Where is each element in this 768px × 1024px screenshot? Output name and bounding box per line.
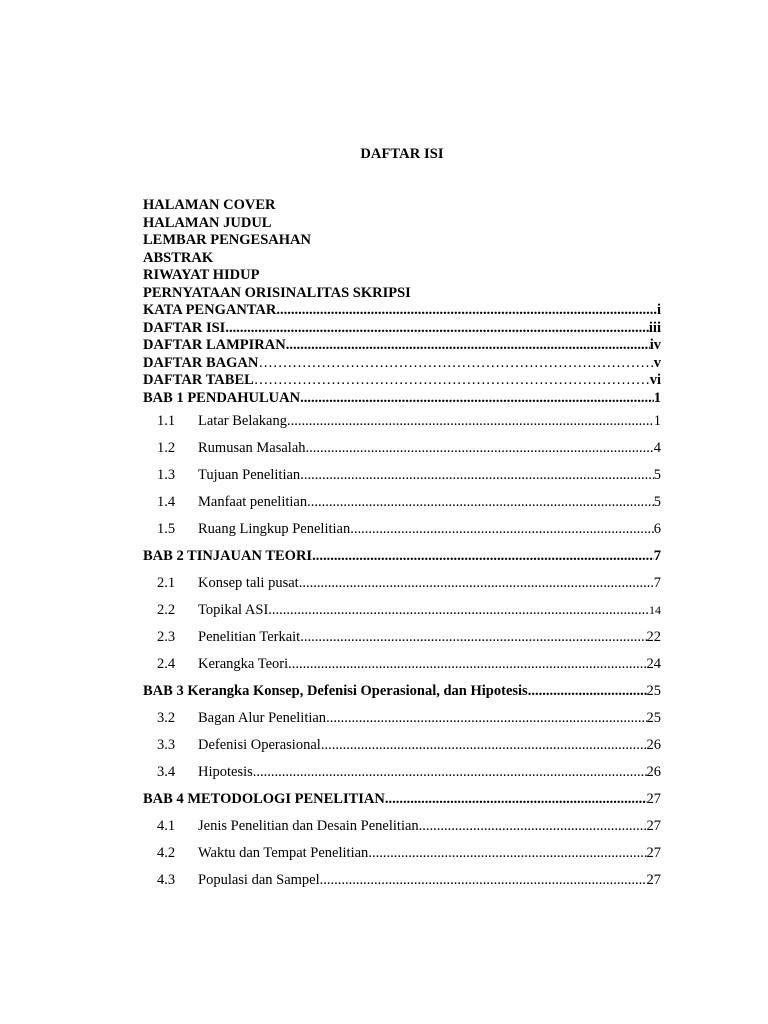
toc-section-page: 4 [653, 439, 661, 456]
toc-chapter-page: 1 [653, 389, 661, 406]
toc-section-number: 1.4 [157, 493, 176, 510]
toc-chapter-page: 7 [653, 547, 661, 564]
toc-entry-cover: HALAMAN COVER [143, 197, 276, 213]
toc-section [143, 732, 661, 759]
toc-section-page: 5 [653, 466, 661, 483]
toc-section-number: 3.2 [157, 709, 176, 726]
dot-leader [350, 516, 654, 543]
toc-section [143, 705, 661, 732]
toc-section [143, 408, 661, 435]
toc-chapter-page: 27 [646, 790, 661, 807]
dot-leader [307, 489, 654, 516]
toc-section-page: 27 [646, 871, 661, 888]
toc-entry-contents [143, 320, 661, 338]
toc-entry-page: vi [649, 372, 661, 389]
dot-leader [300, 390, 654, 408]
toc-section-title: Tujuan Penelitian [198, 466, 301, 483]
toc-section-page: 26 [646, 763, 661, 780]
toc-section [143, 759, 661, 786]
toc-section-page: 26 [646, 736, 661, 753]
toc-chapter-4 [143, 786, 661, 813]
toc-chapter-page: 25 [646, 682, 661, 699]
toc-section-title: Bagan Alur Penelitian [198, 709, 327, 726]
toc-section-title: Hipotesis [198, 763, 253, 780]
toc-section [143, 570, 661, 597]
toc-section-title: Konsep tali pusat [198, 574, 299, 591]
toc-entry-charts [143, 355, 661, 373]
toc-section-number: 4.3 [157, 871, 176, 888]
dot-leader [299, 570, 654, 597]
toc-entry-title: DAFTAR LAMPIRAN [143, 337, 286, 354]
toc-section-page: 5 [653, 493, 661, 510]
toc-section [143, 624, 661, 651]
dot-leader [268, 597, 649, 624]
dot-leader [300, 624, 646, 651]
toc-entry-title: DAFTAR TABEL [143, 372, 254, 389]
toc-section-page: 27 [646, 844, 661, 861]
toc-section-number: 1.2 [157, 439, 176, 456]
toc-section [143, 462, 661, 489]
toc-section-page: 24 [646, 655, 661, 672]
toc-chapter-title: BAB 4 METODOLOGI PENELITIAN [143, 790, 385, 807]
dot-leader [385, 786, 647, 813]
toc-entry-title: KATA PENGANTAR [143, 302, 277, 318]
toc-section-title: Penelitian Terkait [198, 628, 301, 645]
toc-section-title: Latar Belakang [198, 412, 287, 429]
toc-section-title: Rumusan Masalah [198, 439, 306, 456]
toc-section-number: 1.3 [157, 466, 176, 483]
toc-entry-page: iv [649, 337, 661, 354]
dot-leader [306, 435, 654, 462]
dot-leader [326, 705, 646, 732]
toc-entry-abstract: ABSTRAK [143, 249, 214, 266]
toc-section-page: 14 [649, 602, 661, 617]
toc-section-title: Defenisi Operasional [198, 736, 321, 753]
dot-leader [288, 651, 646, 678]
dot-leader [253, 759, 647, 786]
toc-section-title: Topikal ASI [198, 601, 269, 618]
toc-entry-page: i [656, 302, 661, 318]
toc-section-page: 25 [646, 709, 661, 726]
toc-section-page: 27 [646, 817, 661, 834]
toc-section-title: Waktu dan Tempat Penelitian [198, 844, 369, 861]
toc-entry-biography: RIWAYAT HIDUP [143, 267, 260, 283]
toc-section-page: 6 [653, 520, 661, 537]
toc-section-page: 7 [653, 574, 661, 591]
toc-section-number: 4.1 [157, 817, 176, 834]
toc-section [143, 435, 661, 462]
dot-leader [225, 320, 649, 338]
toc-chapter-2 [143, 543, 661, 570]
toc-section [143, 813, 661, 840]
toc-section-title: Ruang Lingkup Penelitian [198, 520, 351, 537]
toc-entry-title-page: HALAMAN JUDUL [143, 214, 272, 231]
toc-section-number: 2.3 [157, 628, 176, 645]
toc-section-number: 3.4 [157, 763, 176, 780]
toc-entry-tables [143, 372, 661, 390]
dot-leader [300, 462, 654, 489]
dot-leader [287, 408, 654, 435]
dot-leader [312, 543, 654, 570]
toc-section [143, 651, 661, 678]
ellipsis-leader [258, 355, 653, 373]
toc-entry-title: DAFTAR ISI [143, 319, 226, 336]
toc-section-number: 1.5 [157, 520, 176, 537]
toc-entry-originality-statement: PERNYATAAN ORISINALITAS SKRIPSI [143, 284, 411, 301]
toc-section-page: 22 [646, 628, 661, 645]
dot-leader [368, 840, 646, 867]
page-title: DAFTAR ISI [360, 146, 444, 162]
toc-section [143, 489, 661, 516]
toc-section [143, 516, 661, 543]
toc-section [143, 840, 661, 867]
dot-leader [286, 337, 650, 355]
toc-section-page: 1 [653, 412, 661, 429]
dot-leader [528, 678, 647, 705]
toc-section-number: 2.4 [157, 655, 176, 672]
toc-entry-preface [143, 302, 661, 320]
toc-section [143, 597, 661, 624]
toc-section-number: 4.2 [157, 844, 176, 861]
toc-chapter-title: BAB 1 PENDAHULUAN [143, 389, 301, 406]
toc-entry-page: iii [648, 319, 661, 336]
toc-entry-page: v [653, 354, 661, 371]
toc-section-title: Kerangka Teori [198, 655, 289, 672]
toc-entry-appendices [143, 337, 661, 355]
table-of-contents [143, 197, 661, 894]
toc-entry-title: DAFTAR BAGAN [143, 354, 259, 371]
dot-leader [276, 302, 657, 320]
toc-section-number: 2.2 [157, 601, 176, 618]
toc-entry-approval-sheet: LEMBAR PENGESAHAN [143, 232, 311, 248]
toc-section-title: Manfaat penelitian [198, 493, 308, 510]
toc-chapter-title: BAB 2 TINJAUAN TEORI [143, 547, 313, 564]
toc-chapter-3 [143, 678, 661, 705]
toc-section-title: Populasi dan Sampel [198, 871, 320, 888]
toc-section-number: 1.1 [157, 412, 176, 429]
toc-chapter-title: BAB 3 Kerangka Konsep, Defenisi Operasional, dan Hipotesis [143, 682, 528, 699]
toc-section-number: 3.3 [157, 736, 176, 753]
ellipsis-leader [254, 372, 650, 390]
toc-chapter-1 [143, 390, 661, 408]
toc-section-number: 2.1 [157, 574, 176, 591]
toc-section-title: Jenis Penelitian dan Desain Penelitian [198, 817, 419, 834]
toc-section [143, 867, 661, 894]
dot-leader [321, 732, 647, 759]
dot-leader [320, 867, 647, 894]
dot-leader [419, 813, 647, 840]
